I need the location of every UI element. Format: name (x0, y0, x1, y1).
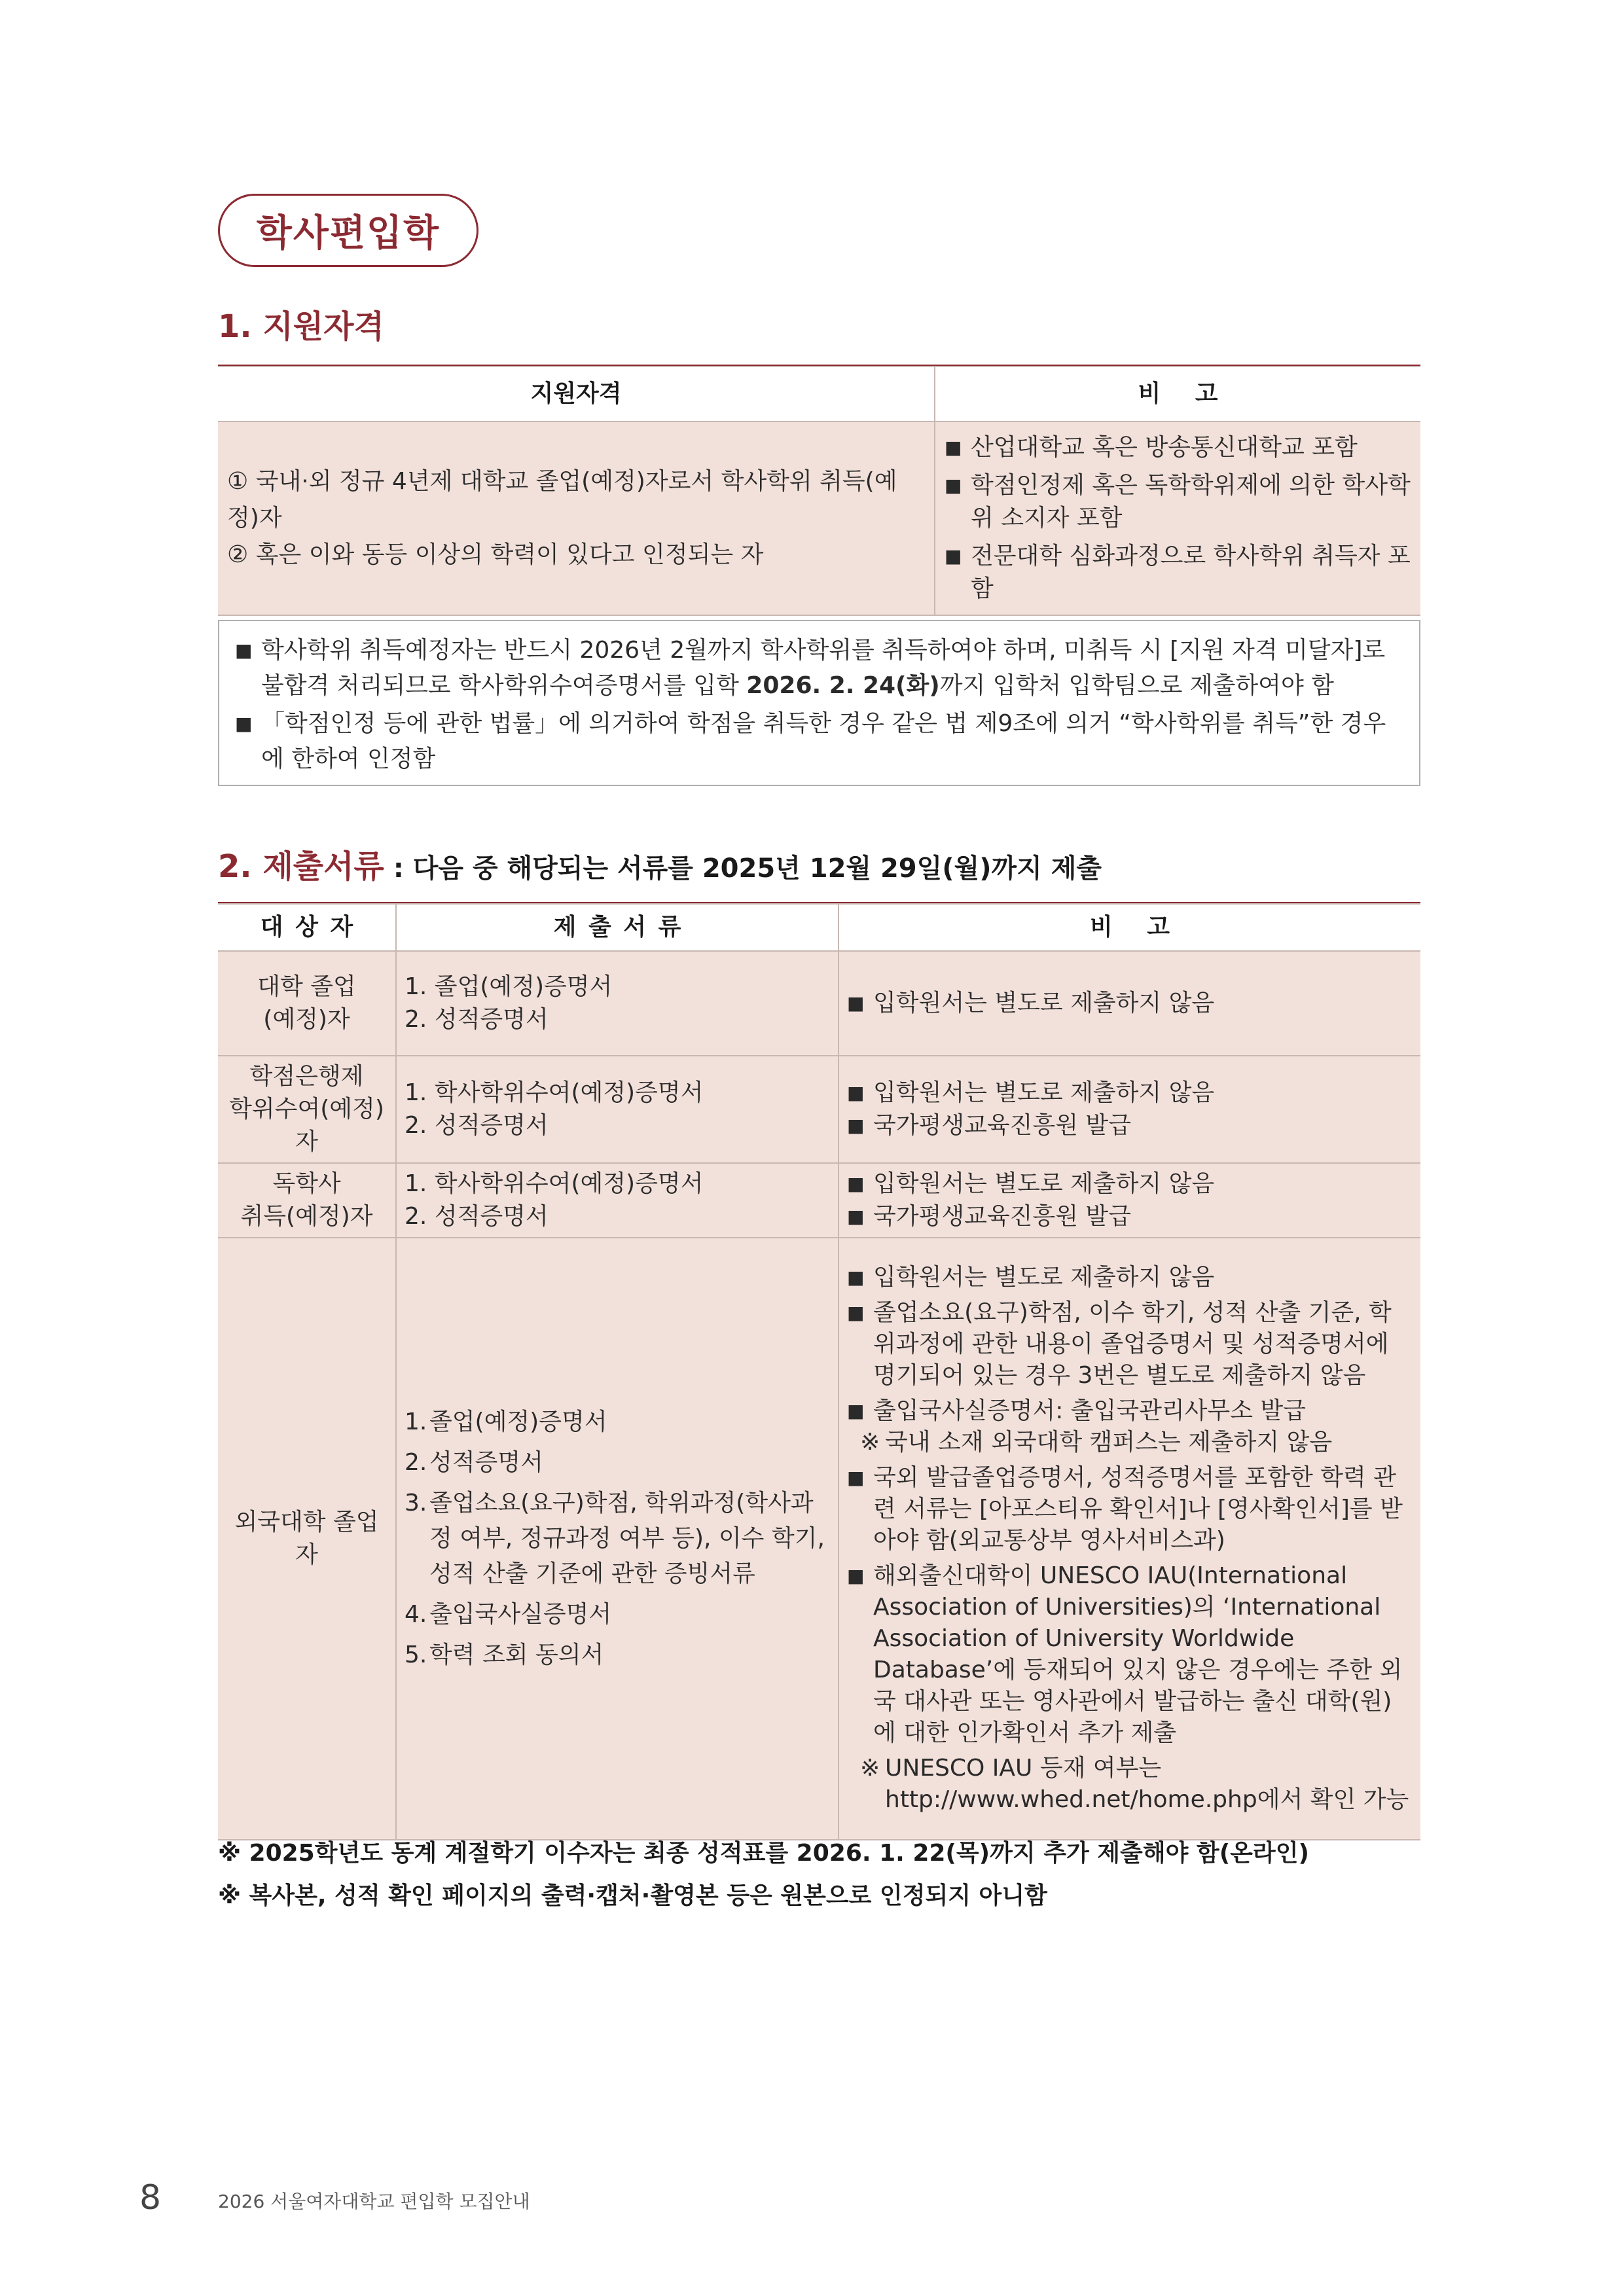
section-heading-eligibility: 1. 지원자격 (218, 308, 384, 345)
footnote-seasonal: ※ 2025학년도 동계 계절학기 이수자는 최종 성적표를 2026. 1. 22(목)까지 추가 제출해야 함(온라인) (218, 1840, 1309, 1867)
notice-text: 까지 입학처 입학팀으로 제출하여야 함 (939, 672, 1334, 699)
item-number: 4. (405, 1601, 427, 1628)
item-number: 1. (405, 1408, 427, 1435)
item-text: 졸업소요(요구)학점, 학위과정(학사과정 여부, 정규과정 여부 등), 이수 학기, 성적 산출 기준에 관한 증빙서류 (429, 1490, 825, 1587)
remark-item: ■ 입학원서는 별도로 제출하지 않음 (847, 1262, 1413, 1293)
remark-note: ※ UNESCO IAU 등재 여부는 http://www.whed.net/home.php에서 확인 가능 (860, 1753, 1413, 1816)
notice-date: 2026. 2. 24(화) (746, 672, 940, 699)
item-text: 출입국사실증명서 (429, 1601, 612, 1628)
documents-cell (396, 951, 839, 1056)
eligibility-table (218, 366, 1420, 616)
document-item (405, 1405, 830, 1440)
remark-item: ■ 국외 발급졸업증명서, 성적증명서를 포함한 학력 관련 서류는 [아포스티유 확인서]나 [영사확인서]를 받아야 함(외교통상부 영사서비스과) (847, 1462, 1413, 1556)
document-item (405, 1597, 830, 1632)
remark-item: ■ 국가평생교육진흥원 발급 (847, 1109, 1413, 1142)
remark-item: ■ 입학원서는 별도로 제출하지 않음 (847, 987, 1413, 1020)
document-item: 2. 성적증명서 (405, 1203, 549, 1230)
notice-item-law: ■ 「학점인정 등에 관한 법률」에 의거하여 학점을 취득한 경우 같은 법 제9조에 의거 “학사학위를 취득”한 경우에 한하여 인정함 (235, 706, 1403, 777)
item-text: 졸업(예정)증명서 (429, 1408, 607, 1435)
notice-item-deadline (235, 633, 1403, 704)
qualification-item: ② 혹은 이와 동등 이상의 학력이 있다고 인정되는 자 (227, 541, 764, 568)
header-target: 대 상 자 (218, 904, 396, 951)
page-number: 8 (139, 2178, 162, 2217)
notice-box (218, 620, 1420, 786)
header-remarks: 비 고 (839, 904, 1420, 951)
document-item: 1. 졸업(예정)증명서 (405, 973, 613, 1000)
remarks-cell (839, 1238, 1420, 1840)
page-title: 학사편입학 (218, 194, 478, 267)
notice-text: 학사학위 취득예정자는 반드시 2026년 2월까지 학사학위를 취득하여야 하며, 미취득 시 [지원 자격 미달자]로 불합격 처리되므로 학사학위수여증명서를 입학 (261, 637, 1386, 699)
document-item: 1. 학사학위수여(예정)증명서 (405, 1079, 704, 1106)
documents-cell (396, 1238, 839, 1840)
target-cell: 외국대학 졸업자 (218, 1238, 396, 1840)
table-row (218, 1163, 1420, 1238)
item-number: 2. (405, 1449, 427, 1476)
remark-item: ■ 산업대학교 혹은 방송통신대학교 포함 (945, 431, 1411, 464)
item-text: 학력 조회 동의서 (429, 1641, 604, 1668)
table-row (218, 1056, 1420, 1163)
header-remarks: 비 고 (935, 367, 1420, 422)
footnote-copies: ※ 복사본, 성적 확인 페이지의 출력·캡처·촬영본 등은 원본으로 인정되지 아니함 (218, 1882, 1047, 1909)
document-item: 2. 성적증명서 (405, 1006, 549, 1033)
remark-item: ■ 해외출신대학이 UNESCO IAU(International Association of Universities)의 ‘International Association of University Worldwide Database’에 등재되어 있지 않은 경우에는 주한 외국 대사관 또는 영사관에서 발급하는 출신 대학(원)에 대한 인가확인서 추가 제출 (847, 1560, 1413, 1749)
documents-table (218, 903, 1420, 1840)
document-item: 2. 성적증명서 (405, 1112, 549, 1139)
remark-item: ■ 입학원서는 별도로 제출하지 않음 (847, 1077, 1413, 1109)
remark-item: ■ 입학원서는 별도로 제출하지 않음 (847, 1168, 1413, 1200)
target-cell: 학점은행제 학위수여(예정)자 (218, 1056, 396, 1163)
item-text: 성적증명서 (429, 1449, 543, 1476)
footer-doc-title: 2026 서울여자대학교 편입학 모집안내 (218, 2191, 530, 2212)
remark-item: ■ 전문대학 심화과정으로 학사학위 취득자 포함 (945, 540, 1411, 605)
document-item: 1. 학사학위수여(예정)증명서 (405, 1170, 704, 1197)
target-cell: 독학사 취득(예정)자 (218, 1163, 396, 1238)
document-item (405, 1486, 830, 1592)
section-heading-documents (218, 841, 1102, 886)
document-item (405, 1638, 830, 1673)
remark-item: ■ 국가평생교육진흥원 발급 (847, 1200, 1413, 1233)
remark-item: ■ 학점인정제 혹은 독학학위제에 의한 학사학위 소지자 포함 (945, 469, 1411, 535)
documents-cell (396, 1056, 839, 1163)
remark-note: ※ 국내 소재 외국대학 캠퍼스는 제출하지 않음 (860, 1427, 1413, 1458)
qualification-item: ① 국내·외 정규 4년제 대학교 졸업(예정)자로서 학사학위 취득(예정)자 (227, 468, 897, 531)
documents-cell (396, 1163, 839, 1238)
item-number: 5. (405, 1641, 427, 1668)
remarks-cell (839, 951, 1420, 1056)
remark-item: ■ 졸업소요(요구)학점, 이수 학기, 성적 산출 기준, 학위과정에 관한 내용이 졸업증명서 및 성적증명서에 명기되어 있는 경우 3번은 별도로 제출하지 않음 (847, 1297, 1413, 1391)
section-heading-text: 2. 제출서류 (218, 848, 384, 885)
remarks-cell (839, 1163, 1420, 1238)
section-subheading: : 다음 중 해당되는 서류를 2025년 12월 29일(월)까지 제출 (393, 853, 1102, 884)
table-row (218, 951, 1420, 1056)
remarks-cell (935, 422, 1420, 615)
qualification-cell (218, 422, 935, 615)
table-row-foreign (218, 1238, 1420, 1840)
header-eligibility: 지원자격 (218, 367, 935, 422)
remarks-cell (839, 1056, 1420, 1163)
header-documents: 제 출 서 류 (396, 904, 839, 951)
remark-item: ■ 출입국사실증명서: 출입국관리사무소 발급 (847, 1395, 1413, 1427)
item-number: 3. (405, 1490, 427, 1516)
target-cell: 대학 졸업 (예정)자 (218, 951, 396, 1056)
document-item (405, 1445, 830, 1480)
